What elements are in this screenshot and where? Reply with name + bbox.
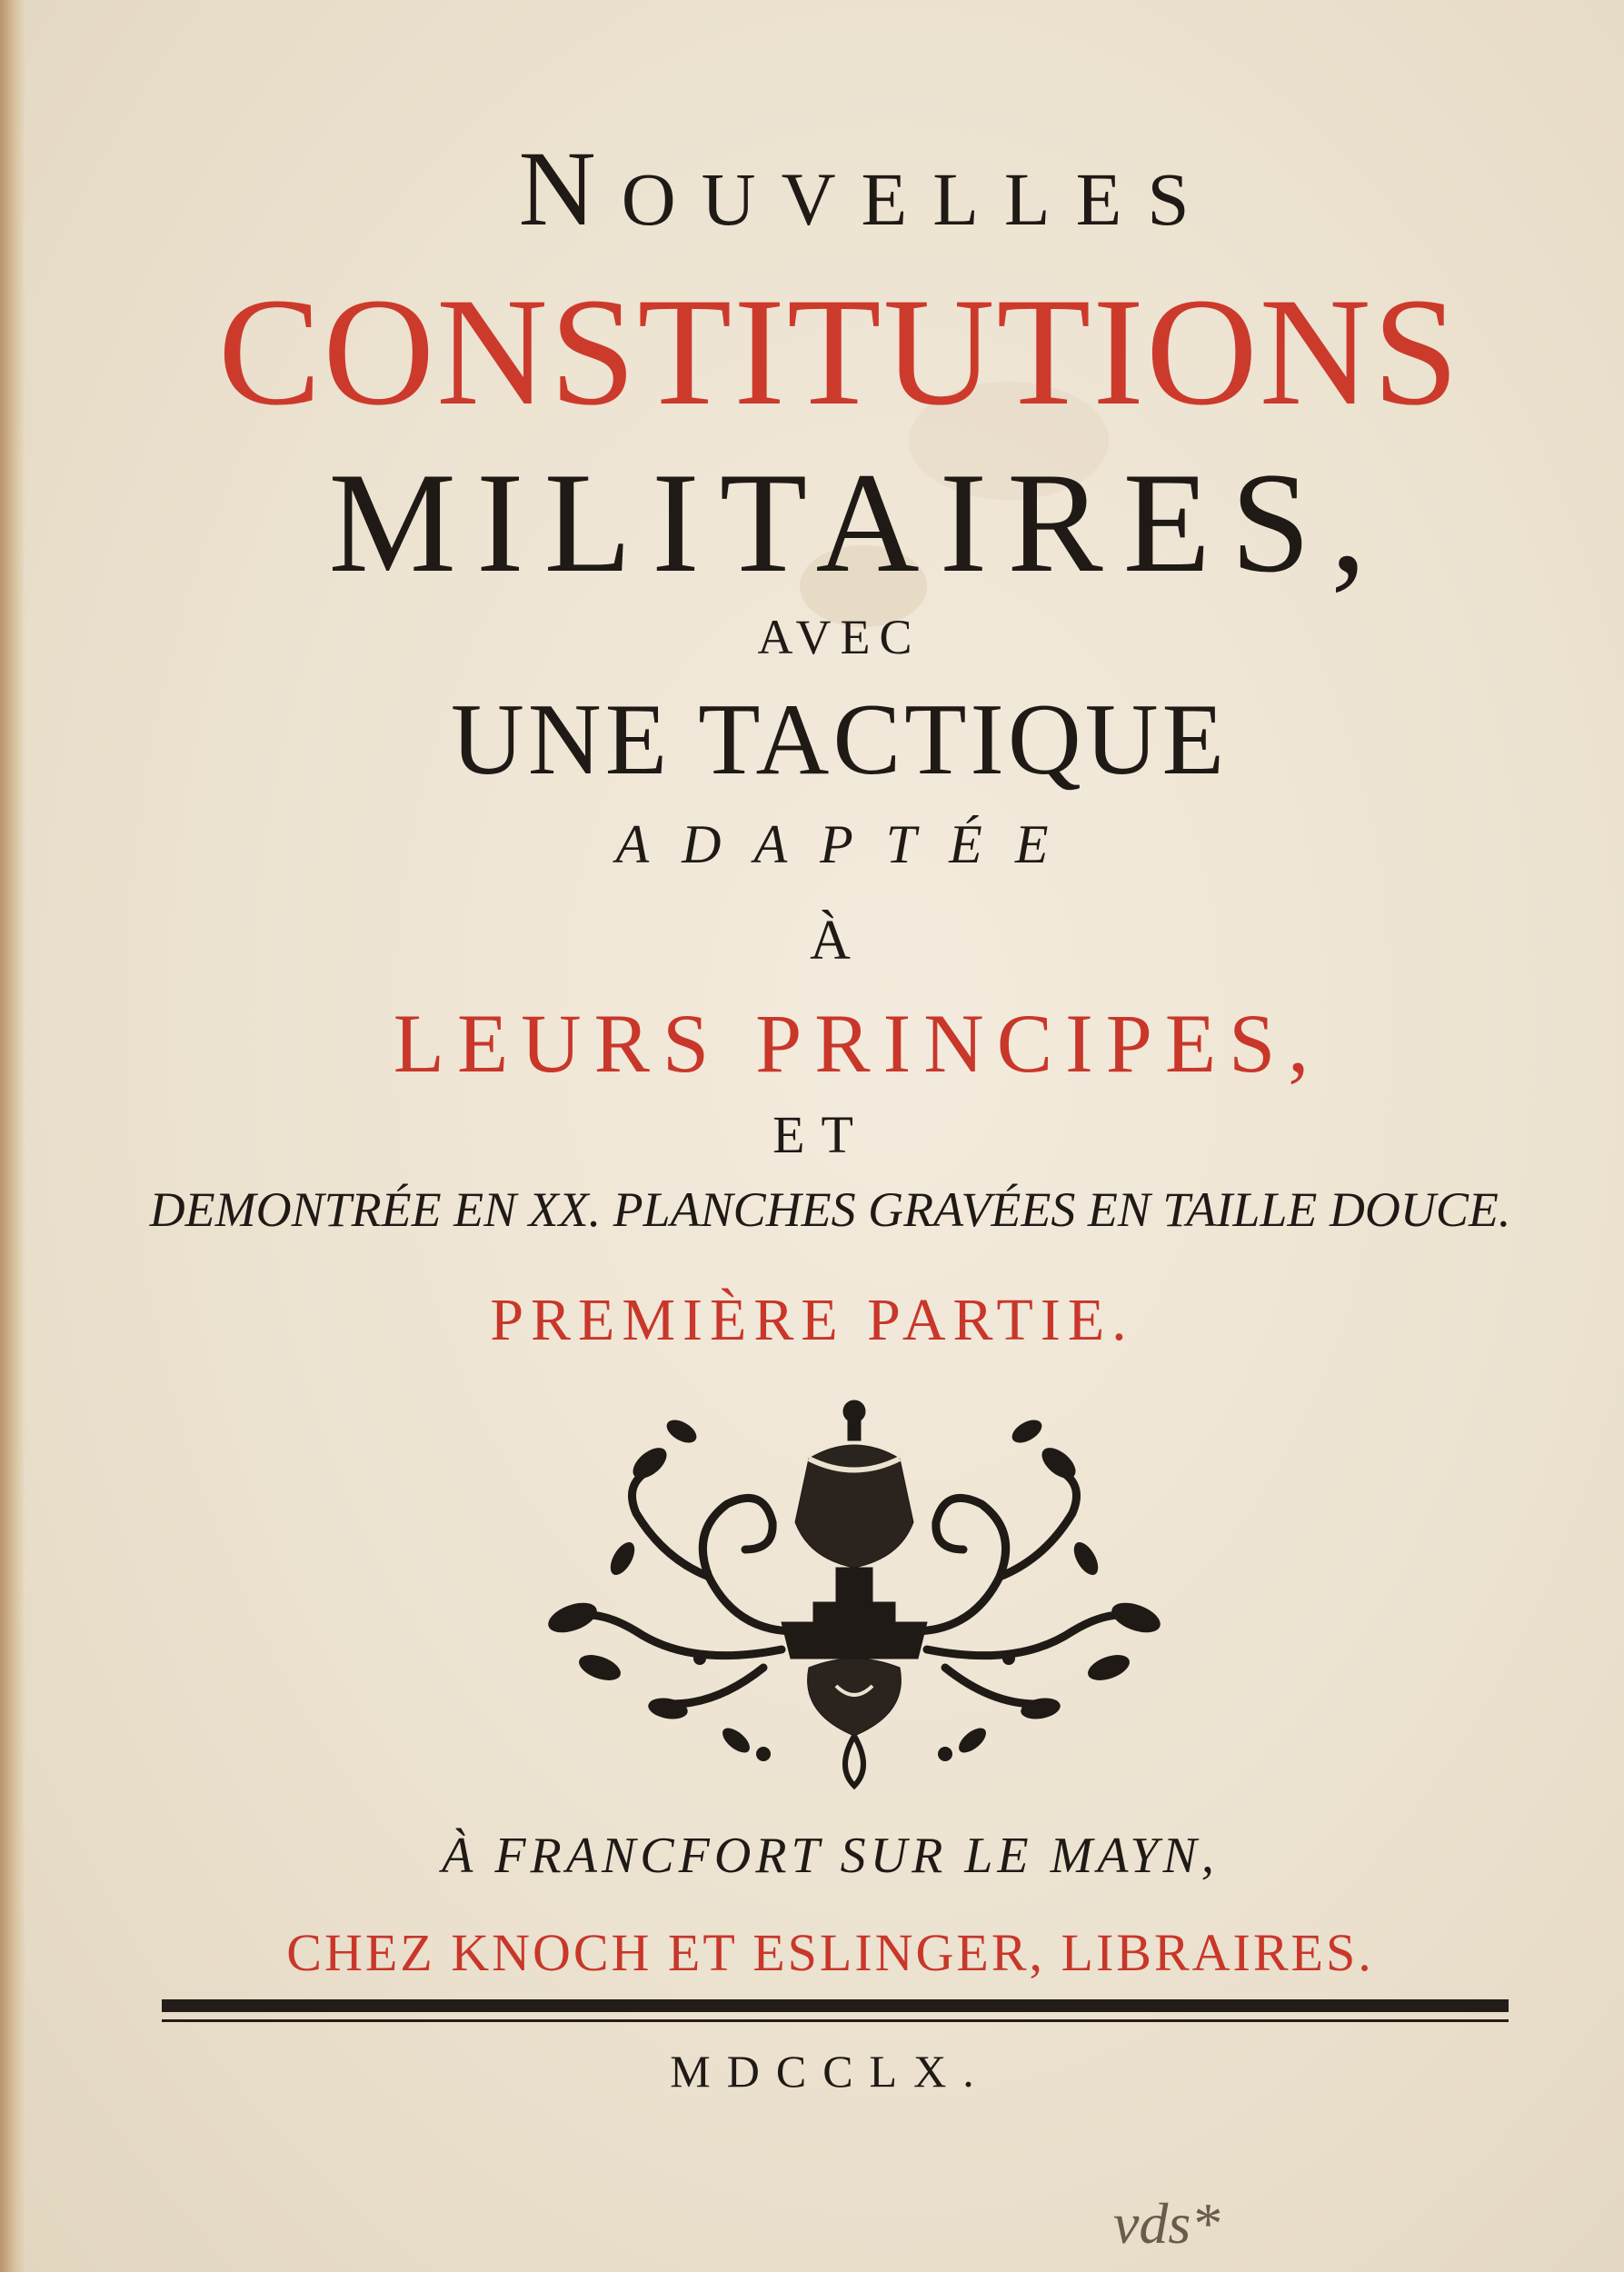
double-rule-thick — [162, 1999, 1509, 2012]
title-line-et: ET — [772, 1105, 870, 1164]
title-line-leurs-principes: LEURS PRINCIPES, — [393, 997, 1322, 1090]
imprint-publisher: CHEZ KNOCH ET ESLINGER, LIBRAIRES. — [286, 1923, 1374, 1982]
title-line-demontree: DEMONTRÉE EN XX. PLANCHES GRAVÉES EN TAILLE DOUCE. — [149, 1182, 1511, 1237]
title-line-nouvelles: Nouvelles — [518, 129, 1215, 248]
urn-ornament-icon — [536, 1395, 1172, 1795]
publication-date: MDCCLX. — [670, 2046, 991, 2097]
title-line-premiere-partie: PREMIÈRE PARTIE. — [490, 1287, 1134, 1353]
title-line-avec: AVEC — [757, 610, 922, 664]
title-line-adaptee: ADAPTÉE — [615, 814, 1081, 874]
title-line-a: À — [810, 910, 851, 972]
imprint-place: À FRANCFORT SUR LE MAYN, — [442, 1828, 1219, 1884]
title-line-constitutions: CONSTITUTIONS — [217, 266, 1461, 437]
double-rule-thin — [162, 2019, 1509, 2022]
title-line-une-tactique: UNE TACTIQUE — [450, 683, 1229, 796]
handwritten-note: vds* — [1113, 2191, 1220, 2256]
title-line-militaires: MILITAIRES, — [328, 443, 1387, 603]
